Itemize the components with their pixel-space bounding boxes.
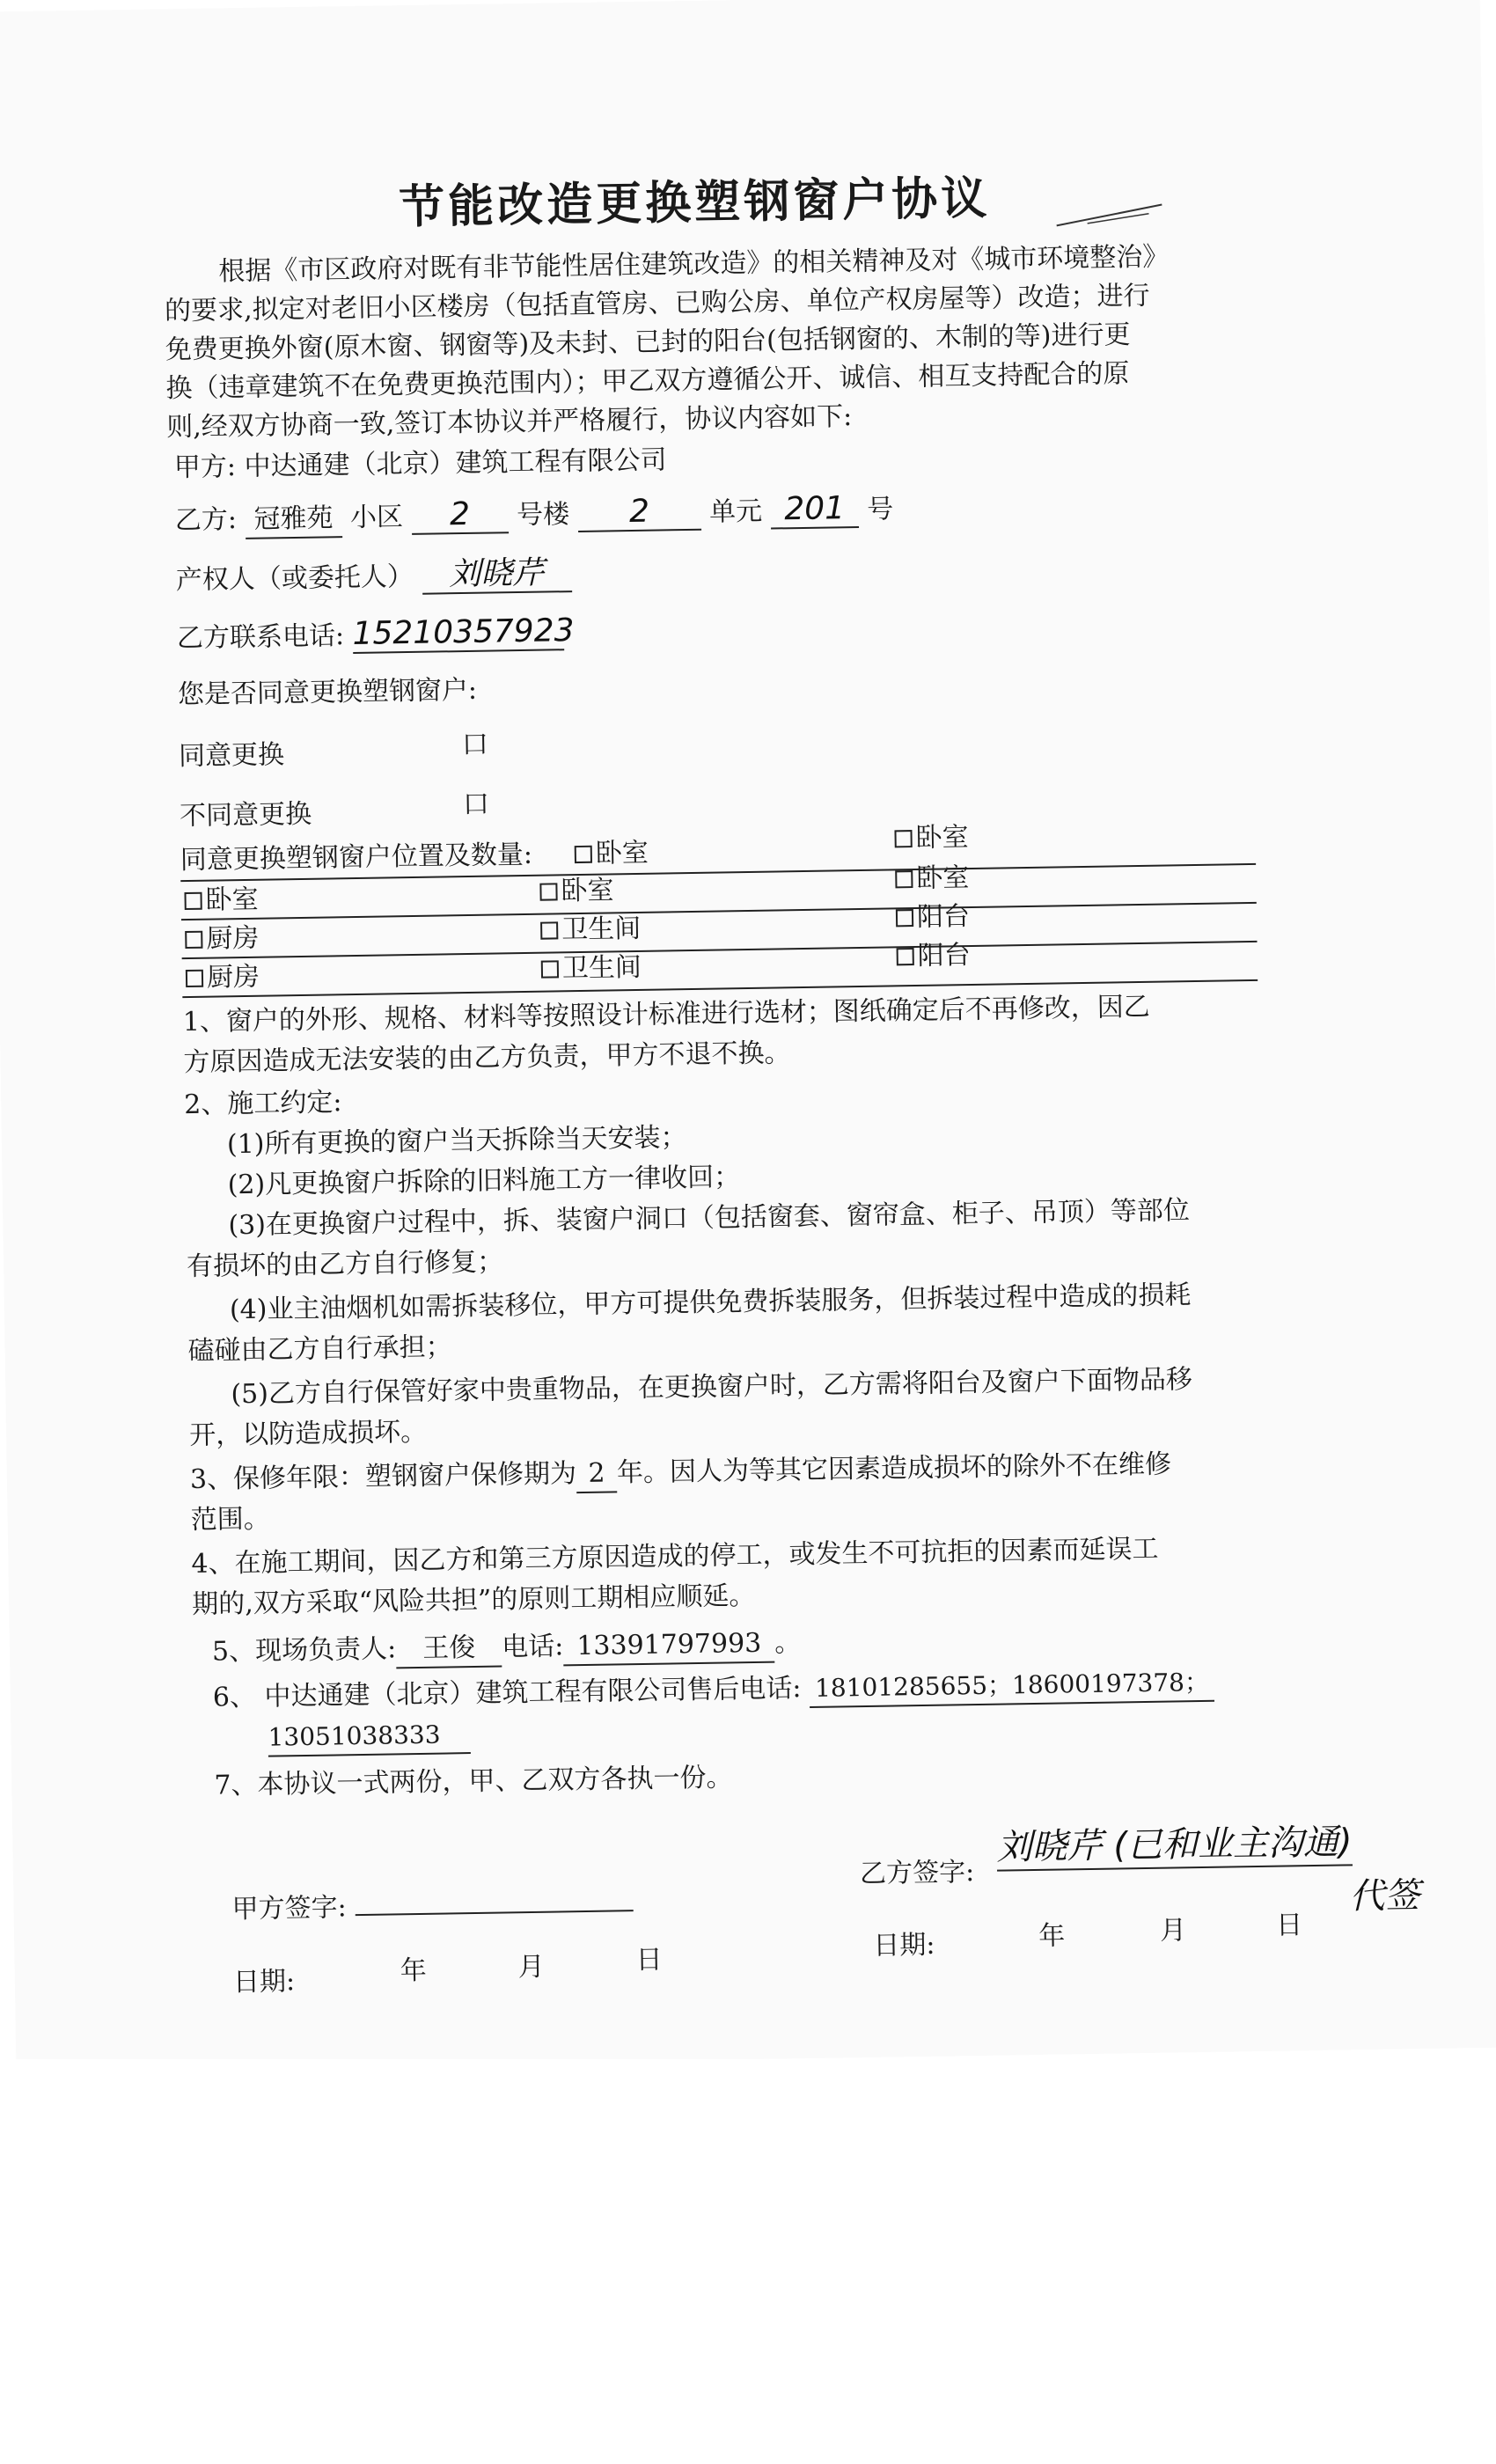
clause-2-item: 开，以防造成损坏。 (188, 1416, 428, 1452)
position-cell: 厨房 (185, 921, 260, 957)
intro-line: 根据《市区政府对既有非节能性居住建筑改造》的相关精神及对《城市环境整治》 (218, 241, 1170, 288)
position-cell: 阳台 (896, 938, 971, 974)
date-a-day: 日 (635, 1944, 663, 1976)
after-sales-phones-field: 18101285655；18600197378； (810, 1665, 1215, 1708)
date-b-label: 日期: (873, 1929, 935, 1962)
checkbox-icon[interactable] (541, 960, 559, 978)
party-b-label: 乙方: (174, 504, 238, 537)
sign-a-label: 甲方签字: (231, 1892, 348, 1925)
sign-b-label: 乙方签字: (859, 1857, 975, 1890)
position-cell: 卧室 (539, 873, 614, 909)
party-b-row (174, 490, 893, 540)
phone-row (176, 612, 575, 656)
clause-2-title: 2、施工约定: (183, 1087, 342, 1121)
clause-4-line: 期的,双方采取“风险共担”的原则工期相应顺延。 (191, 1580, 756, 1621)
checkbox-icon[interactable] (186, 970, 203, 987)
clause-3-line: 3、保修年限：塑钢窗户保修期为 2 年。因人为等其它因素造成损坏的除外不在维修 (189, 1448, 1172, 1496)
date-a-label: 日期: (232, 1966, 296, 1998)
room-field: 201 (770, 491, 859, 530)
checkbox-icon[interactable] (184, 892, 202, 910)
clause-2-item: (4)业主油烟机如需拆装移位，甲方可提供免费拆装服务，但拆装过程中造成的损耗 (229, 1280, 1192, 1326)
party-a-label: 甲方: (173, 451, 237, 484)
clause-7-line: 7、本协议一式两份，甲、乙双方各执一份。 (214, 1762, 733, 1801)
date-b-year: 年 (1038, 1920, 1066, 1952)
room-suffix: 号 (866, 494, 894, 525)
sign-a-field[interactable] (355, 1878, 634, 1916)
site-manager-field: 王俊 (396, 1630, 502, 1668)
clause-2-item: (1)所有更换的窗户当天拆除当天安装； (226, 1122, 687, 1161)
clause-2-item: (5)乙方自行保管好家中贵重物品，在更换窗户时，乙方需将阳台及窗户下面物品移 (231, 1364, 1193, 1411)
phone-label: 乙方联系电话: (176, 620, 345, 655)
checkbox-icon[interactable] (540, 921, 558, 939)
position-cell: 卫生间 (540, 912, 642, 949)
building-field: 2 (411, 496, 509, 535)
checkbox-icon[interactable] (185, 931, 202, 949)
position-cell: 卫生间 (541, 950, 642, 987)
handwritten-strike-mark (1052, 197, 1167, 239)
after-sales-phone-3-field: 13051038333 (268, 1717, 471, 1757)
community-suffix: 小区 (349, 502, 404, 534)
intro-line: 换（违章建筑不在免费更换范围内）；甲乙双方遵循公开、诚信、相互支持配合的原 (165, 358, 1130, 405)
checkbox-icon[interactable] (896, 909, 913, 927)
position-cell: 卧室 (575, 836, 649, 872)
checkbox-icon[interactable] (897, 948, 914, 965)
clause-4-line: 4、在施工期间，因乙方和第三方原因造成的停工，或发生不可抗拒的因素而延误工 (191, 1533, 1159, 1580)
sign-b-proxy-note: 代签 (1349, 1875, 1420, 1918)
clause-5-line: 5、现场负责人: 王俊 电话: 13391797993 。 (211, 1627, 802, 1668)
owner-name-field: 刘晓芹 (422, 555, 572, 595)
position-cell: 卧室 (895, 861, 970, 897)
date-b-day: 日 (1275, 1910, 1303, 1941)
position-cell: 卧室 (894, 820, 969, 856)
clause-3-line: 范围。 (190, 1503, 270, 1536)
position-cell: 厨房 (186, 960, 260, 996)
clause-2-item: (2)凡更换窗户拆除的旧料施工方一律收回； (227, 1162, 741, 1201)
disagree-checkbox[interactable]: 口 (462, 788, 490, 821)
positions-label: 同意更换塑钢窗户位置及数量: (180, 839, 533, 876)
checkbox-icon[interactable] (539, 883, 557, 900)
clause-6-line (268, 1717, 471, 1757)
pen-stroke-icon (1052, 197, 1167, 234)
sign-b-signature: 刘晓芹 (已和业主沟通) (996, 1814, 1353, 1871)
clause-1-line: 1、窗户的外形、规格、材料等按照设计标准进行选材；图纸确定后不再修改，因乙 (182, 991, 1151, 1038)
community-field: 冠雅苑 (245, 501, 342, 539)
unit-suffix: 单元 (708, 495, 763, 528)
position-cell: 卧室 (184, 883, 259, 919)
document-title: 节能改造更换塑钢窗户协议 (398, 171, 991, 235)
intro-line: 免费更换外窗(原木窗、钢窗等)及未封、已封的阳台(包括钢窗的、木制的等)进行更 (165, 319, 1131, 366)
question-text: 您是否同意更换塑钢窗户: (177, 674, 478, 711)
unit-field: 2 (577, 494, 701, 532)
sign-a-row (231, 1878, 633, 1927)
checkbox-icon[interactable] (894, 830, 912, 847)
building-suffix: 号楼 (516, 499, 570, 532)
owner-row (176, 555, 572, 598)
disagree-label: 不同意更换 (179, 798, 312, 832)
clause-1-line: 方原因造成无法安装的由乙方负责，甲方不退不换。 (183, 1038, 791, 1079)
blank-margin (0, 2059, 1496, 2464)
party-a-name: 中达通建（北京）建筑工程有限公司 (244, 444, 667, 482)
intro-line: 则,经双方协商一致,签订本协议并严格履行，协议内容如下: (165, 401, 853, 444)
clause-6-line: 6、 中达通建（北京）建筑工程有限公司售后电话: 18101285655；18600197378； (213, 1665, 1215, 1718)
owner-label: 产权人（或委托人） (175, 561, 414, 597)
checkbox-icon[interactable] (575, 846, 592, 863)
warranty-years-field: 2 (576, 1456, 618, 1493)
table-rule (182, 941, 1258, 959)
agree-label: 同意更换 (178, 739, 285, 773)
agree-checkbox[interactable]: 口 (461, 729, 489, 761)
clause-2-item: 有损坏的由乙方自行修复； (186, 1246, 504, 1283)
party-a-row (174, 443, 667, 486)
date-b-month: 月 (1159, 1915, 1187, 1947)
position-cell: 阳台 (896, 899, 971, 935)
clause-2-item: 磕碰由乙方自行承担； (187, 1331, 452, 1368)
table-rule (181, 902, 1257, 920)
checkbox-icon[interactable] (895, 870, 913, 888)
intro-line: 的要求,拟定对老旧小区楼房（包括直管房、已购公房、单位产权房屋等）改造；进行 (164, 280, 1150, 327)
site-manager-phone-field: 13391797993 (563, 1626, 775, 1667)
date-a-year: 年 (400, 1954, 428, 1987)
phone-field: 15210357923 (352, 612, 575, 653)
date-a-month: 月 (517, 1951, 545, 1984)
clause-2-item: (3)在更换窗户过程中，拆、装窗户洞口（包括窗套、窗帘盒、柜子、吊顶）等部位 (228, 1195, 1191, 1242)
